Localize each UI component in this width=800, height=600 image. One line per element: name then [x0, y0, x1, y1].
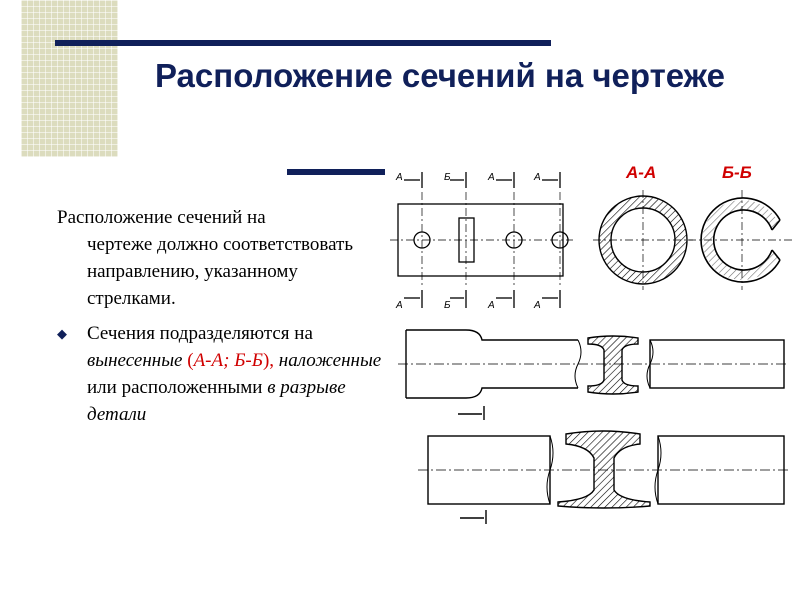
diamond-bullet-icon: ◆	[57, 326, 67, 341]
bullet-term-superimposed: наложенные	[278, 350, 382, 371]
mark-a6: А	[534, 300, 541, 311]
section-labels	[625, 163, 752, 182]
mark-b1: Б	[444, 172, 451, 183]
title-rule-bottom	[287, 169, 385, 175]
section-aa	[593, 190, 693, 290]
plate-view	[390, 172, 573, 308]
bullet-paren-close: ),	[262, 350, 275, 371]
beam-view-2	[418, 431, 788, 524]
bullet-term-in-break: в разрыве детали	[87, 377, 346, 425]
bullet-term-removed: вынесенные	[87, 350, 183, 371]
section-aa-label: А-А	[626, 163, 657, 182]
decorative-bar	[21, 0, 118, 157]
slide-body	[57, 204, 382, 428]
beam-view-1	[398, 330, 788, 420]
mark-a3: А	[534, 172, 541, 183]
mark-a2: А	[488, 172, 495, 183]
intro-line-rest: чертеже должно соответствовать направлению, указанному стрелками.	[87, 234, 353, 309]
plate-centerlines	[390, 192, 573, 288]
slide-title: Расположение сечений на чертеже	[154, 57, 725, 94]
bullet-text-2: или расположенными	[87, 377, 268, 398]
ibeam-section-2	[558, 431, 650, 508]
ibeam-section-1	[588, 336, 638, 394]
bullet-text-1: Сечения подразделяются на	[87, 323, 313, 344]
section-marks	[395, 172, 541, 311]
title-rule-top	[55, 40, 551, 46]
mark-a5: А	[488, 300, 495, 311]
mark-a4: А	[396, 300, 403, 311]
intro-paragraph	[57, 204, 382, 312]
bullet-paren-open: (	[187, 350, 194, 371]
section-bb	[688, 190, 792, 290]
section-bb-label: Б-Б	[722, 163, 752, 182]
mark-b2: Б	[444, 300, 451, 311]
bullet-section-names: А-А; Б-Б	[193, 350, 263, 371]
technical-drawing	[388, 158, 794, 538]
mark-a1: А	[396, 172, 403, 183]
bullet-item	[57, 320, 382, 428]
intro-line-1: Расположение сечений на	[57, 207, 266, 228]
